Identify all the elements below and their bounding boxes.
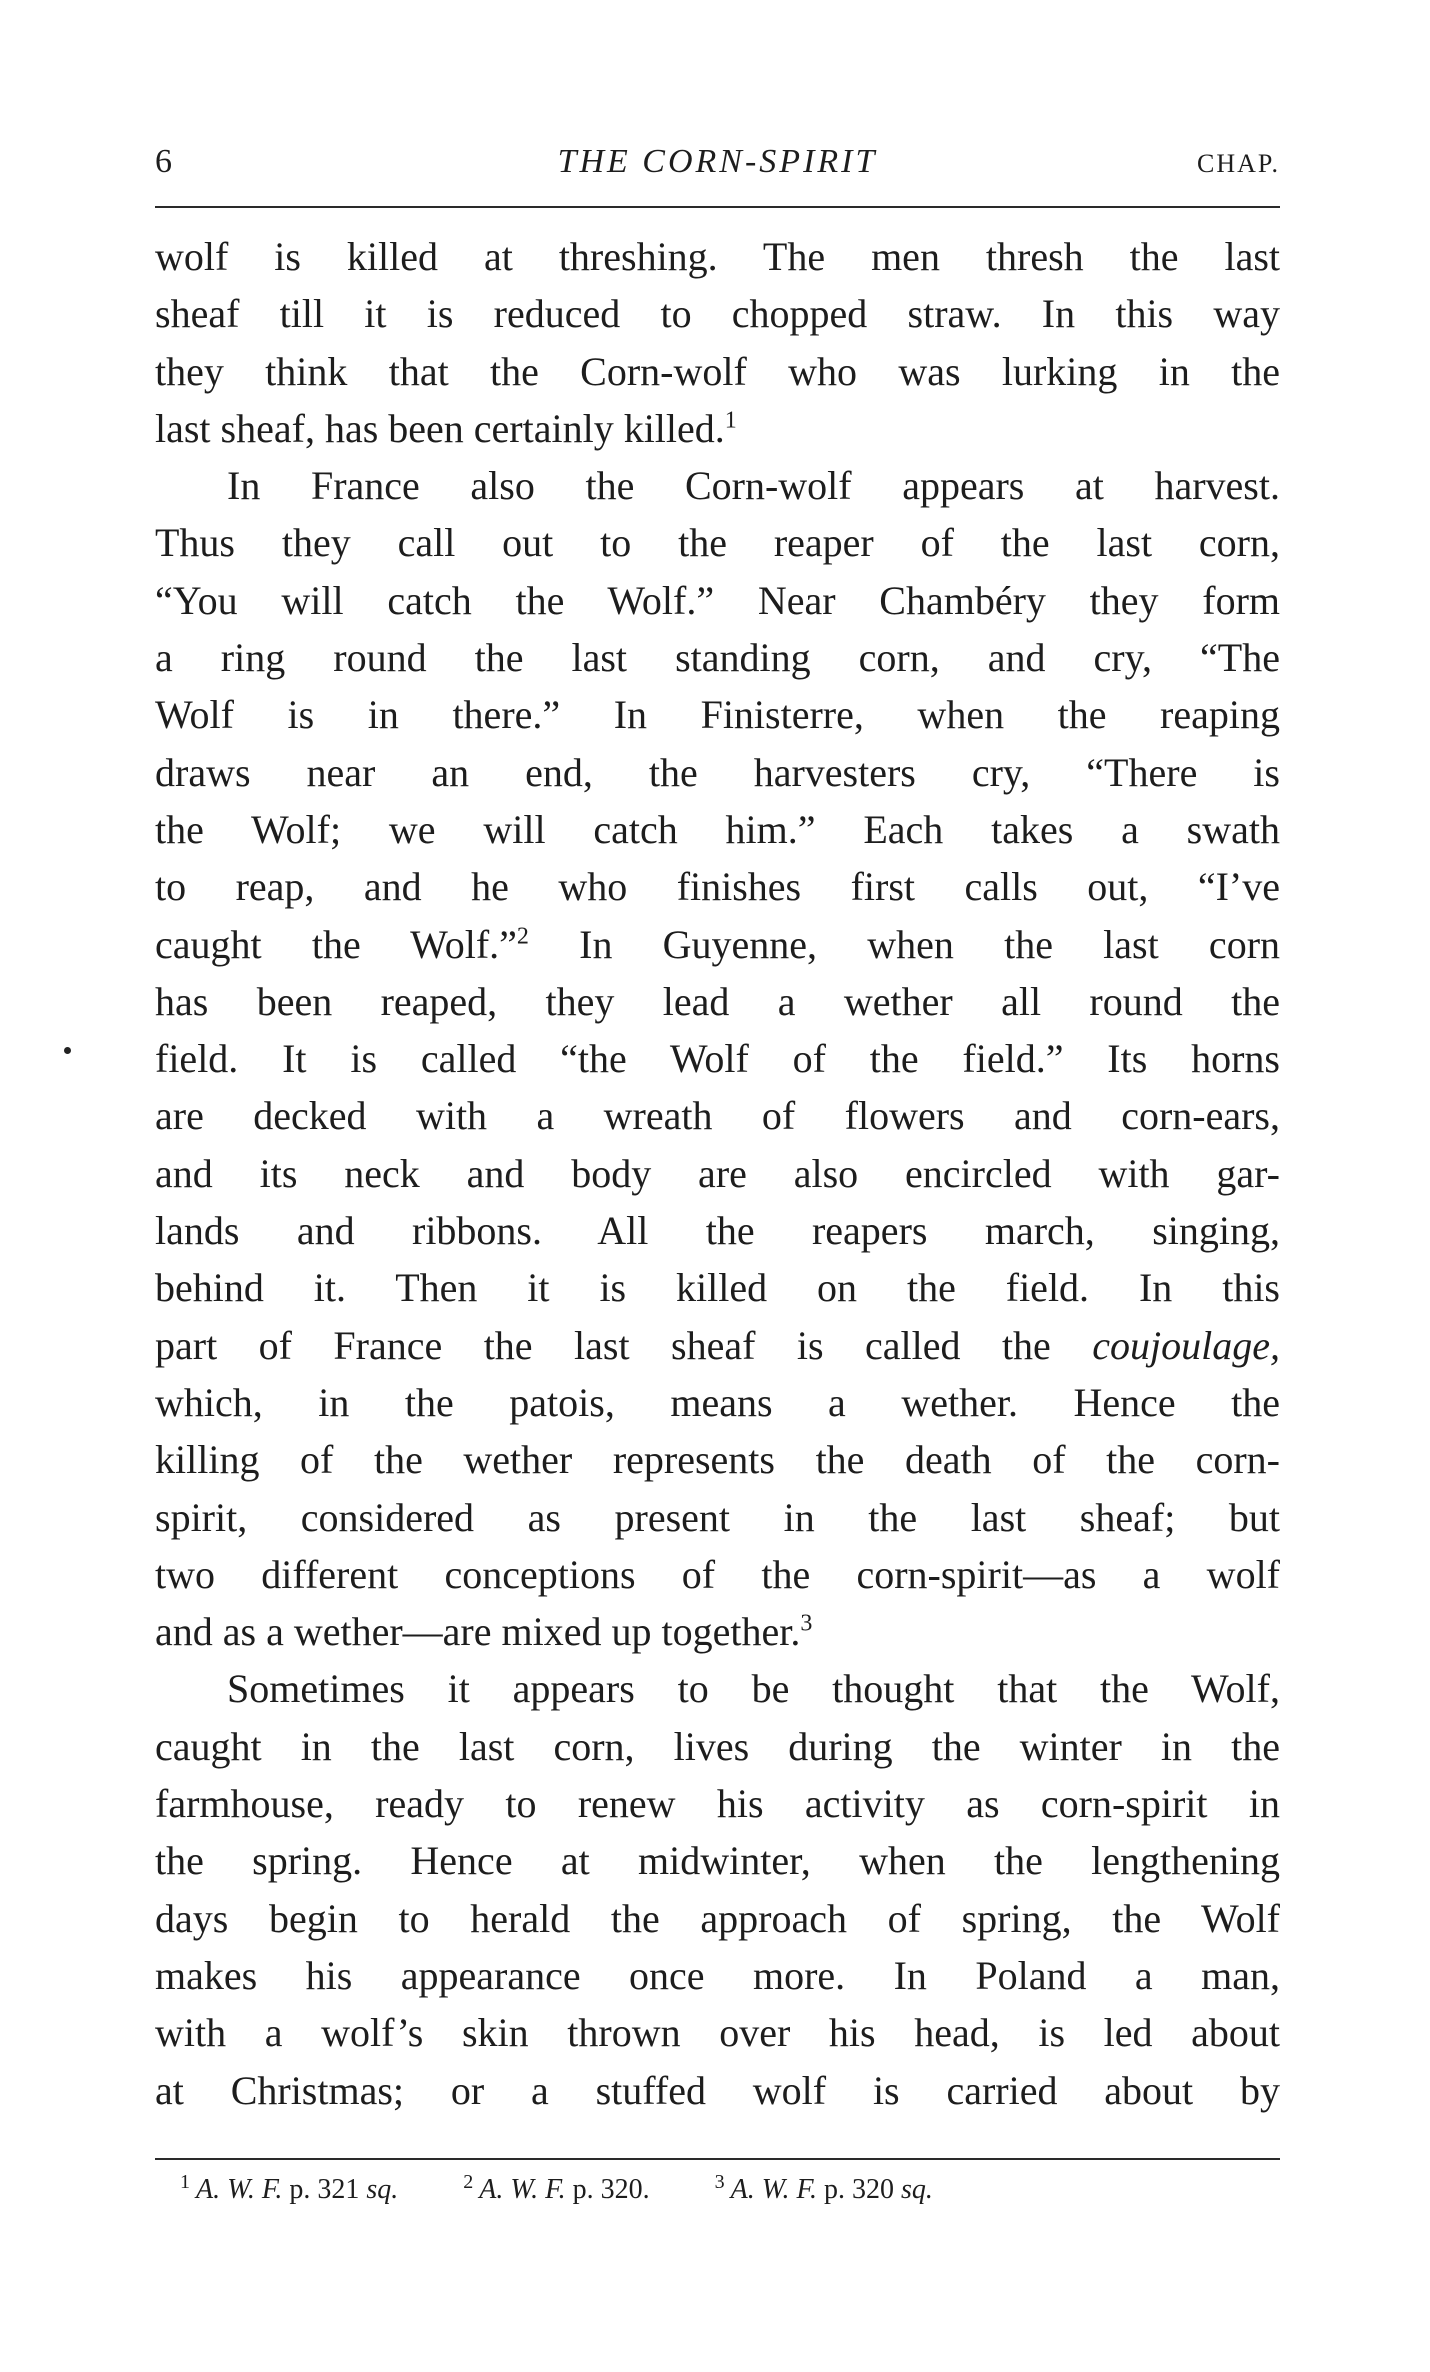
- text-line: to reap, and he who finishes first calls out, “I’ve: [155, 864, 1280, 910]
- text-line: with a wolf’s skin thrown over his head, is led about: [155, 2010, 1280, 2056]
- footnote: [180, 2168, 398, 2212]
- text-line: caught in the last corn, lives during the winter in the: [155, 1723, 1280, 1769]
- text-line: field. It is called “the Wolf of the field.” Its horns: [155, 1036, 1280, 1082]
- text-line: In France also the Corn-wolf appears at harvest.: [227, 463, 1280, 509]
- text-line: Thus they call out to the reaper of the last corn,: [155, 520, 1280, 566]
- text-line: behind it. Then it is killed on the field. In this: [155, 1265, 1280, 1311]
- running-title: THE CORN-SPIRIT: [557, 143, 878, 180]
- text-line: the spring. Hence at midwinter, when the lengthening: [155, 1838, 1280, 1884]
- text-line: draws near an end, the harvesters cry, “There is: [155, 749, 1280, 795]
- text-fragment: In Guyenne, when the last corn: [579, 921, 1281, 967]
- text-line: [155, 916, 1280, 973]
- chapter-label: CHAP.: [1197, 149, 1280, 178]
- footnote-rule: [155, 2158, 1280, 2160]
- text-line: spirit, considered as present in the last sheaf; but: [155, 1494, 1280, 1540]
- text-line: Wolf is in there.” In Finisterre, when the reaping: [155, 692, 1280, 738]
- text-line: lands and ribbons. All the reapers march, singing,: [155, 1208, 1280, 1254]
- text-line: two different conceptions of the corn-spirit—as a wolf: [155, 1551, 1280, 1597]
- text-fragment: last sheaf, has been certainly killed.: [155, 405, 725, 451]
- footnote: [715, 2168, 933, 2212]
- text-fragment: and as a wether—are mixed up together.: [155, 1609, 801, 1655]
- footnote-page: p. 321: [289, 2174, 360, 2205]
- text-line: sheaf till it is reduced to chopped straw. In this way: [155, 291, 1280, 337]
- page-header: [155, 140, 1280, 196]
- body-text: [155, 228, 1280, 2119]
- footnote-suffix: sq.: [366, 2174, 399, 2205]
- footnote: [463, 2168, 649, 2212]
- footnote-suffix: sq.: [900, 2174, 933, 2205]
- footnote-number: 1: [180, 2170, 190, 2193]
- text-line: days begin to herald the approach of spring, the Wolf: [155, 1895, 1280, 1941]
- text-line: [155, 1317, 1280, 1374]
- text-line: farmhouse, ready to renew his activity as corn-spirit in: [155, 1781, 1280, 1827]
- text-line: are decked with a wreath of flowers and corn-ears,: [155, 1093, 1280, 1139]
- margin-dot: [64, 1047, 71, 1054]
- text-line: wolf is killed at threshing. The men thresh the last: [155, 234, 1280, 279]
- italic-term: coujoulage,: [1092, 1322, 1280, 1368]
- footnotes: [180, 2168, 1280, 2212]
- footnote-ref: 3: [800, 1610, 813, 1637]
- header-rule: [155, 206, 1280, 208]
- footnote-source: A. W. F.: [730, 2174, 817, 2205]
- footnote-number: 3: [714, 2170, 725, 2193]
- footnote-number: 2: [463, 2170, 474, 2193]
- text-line: [155, 400, 1280, 457]
- text-line: which, in the patois, means a wether. Hence the: [155, 1379, 1280, 1425]
- text-line: and its neck and body are also encircled with gar-: [155, 1150, 1280, 1196]
- text-line: killing of the wether represents the death of the corn-: [155, 1437, 1280, 1483]
- text-line: Sometimes it appears to be thought that the Wolf,: [227, 1666, 1280, 1712]
- text-line: they think that the Corn-wolf who was lurking in the: [155, 348, 1280, 394]
- page-number: 6: [155, 143, 172, 180]
- text-line: the Wolf; we will catch him.” Each takes a swath: [155, 806, 1280, 852]
- text-fragment: caught the Wolf.”: [155, 921, 517, 967]
- text-line: has been reaped, they lead a wether all round the: [155, 978, 1280, 1024]
- text-line: “You will catch the Wolf.” Near Chambéry they form: [155, 577, 1280, 623]
- footnote-source: A. W. F.: [196, 2174, 283, 2205]
- text-line: makes his appearance once more. In Poland a man,: [155, 1952, 1280, 1998]
- footnote-page: p. 320.: [572, 2174, 650, 2205]
- text-line: [155, 1603, 1280, 1660]
- text-fragment: part of France the last sheaf is called the: [155, 1322, 1051, 1368]
- footnote-ref: 1: [724, 407, 737, 434]
- text-line: at Christmas; or a stuffed wolf is carried about by: [155, 2067, 1280, 2113]
- footnote-source: A. W. F.: [479, 2174, 566, 2205]
- footnote-ref: 2: [516, 923, 529, 950]
- text-line: a ring round the last standing corn, and cry, “The: [155, 635, 1280, 681]
- footnote-page: p. 320: [823, 2174, 894, 2205]
